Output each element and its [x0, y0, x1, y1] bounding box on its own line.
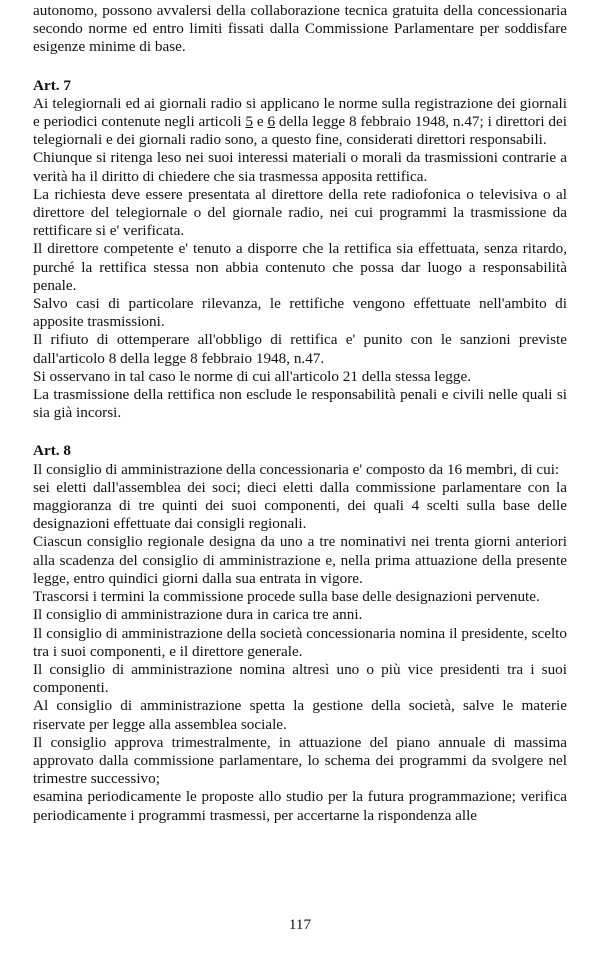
art8-paragraph-5: Il consiglio di amministrazione dura in carica tre anni.	[33, 606, 363, 624]
art7-paragraph-7: Si osservano in tal caso le norme di cui all'articolo 21 della stessa legge.	[33, 367, 471, 385]
section-gap	[33, 422, 567, 442]
art8-paragraph-6: Il consiglio di amministrazione della società concessionaria nomina il presidente, scelto tra i suoi componenti, e il direttore generale.	[33, 624, 567, 660]
art8-paragraph-4: Trascorsi i termini la commissione procede sulla base delle designazioni pervenute.	[33, 588, 540, 606]
art8-paragraph-3: Ciascun consiglio regionale designa da uno a tre nominativi nei trenta giorni anteriori alla scadenza del consiglio di amministrazione e, nella prima attuazione della presente legge, entro quindici giorni dalla sua entrata in vigore.	[33, 533, 567, 587]
art8-heading: Art. 8	[33, 442, 71, 460]
document-page	[33, 2, 567, 825]
art7-paragraph-2: Chiunque si ritenga leso nei suoi interessi materiali o morali da trasmissioni contrarie a verità ha il diritto di chiedere che sia trasmessa apposita rettifica.	[33, 149, 567, 185]
art8-paragraph-7: Il consiglio di amministrazione nomina altresì uno o più vice presidenti tra i suoi componenti.	[33, 660, 567, 697]
art8-paragraph-9: Il consiglio approva trimestralmente, in attuazione del piano annuale di massima approvato dalla commissione parlamentare, lo schema dei programmi da svolgere nel trimestre successivo;	[33, 733, 567, 788]
art7-paragraph-6: Il rifiuto di ottemperare all'obbligo di rettifica e' punito con le sanzioni previste dall'articolo 8 della legge 8 febbraio 1948, n.47.	[33, 331, 567, 367]
art8-paragraph-8: Al consiglio di amministrazione spetta la gestione della società, salve le materie riservate per legge alla assemblea sociale.	[33, 697, 567, 733]
art7-paragraph-5: Salvo casi di particolare rilevanza, le rettifiche vengono effettuate nell'ambito di apposite trasmissioni.	[33, 295, 567, 331]
intro-paragraph: autonomo, possono avvalersi della collaborazione tecnica gratuita della concessionaria secondo norme ed entro limiti fissati dalla Commissione Parlamentare per soddisfare esigenze minime di base.	[33, 2, 567, 56]
art7-heading: Art. 7	[33, 76, 71, 94]
article-6-link[interactable]: 6	[267, 113, 276, 131]
art8-paragraph-1: Il consiglio di amministrazione della concessionaria e' composto da 16 membri, di cui:	[33, 460, 560, 478]
section-gap	[33, 57, 567, 77]
article-5-link[interactable]: 5	[245, 113, 253, 131]
art7-p1-text-after: della legge 8 febbraio 1948, n.47; i direttori dei telegiornali e dei giornali radio sono, a questo fine, considerati direttori responsabili.	[33, 113, 567, 149]
art7-p1-conjunction: e	[253, 113, 268, 131]
art8-paragraph-10: esamina periodicamente le proposte allo studio per la futura programmazione; verifica periodicamente i programmi trasmessi, per accertarne la rispondenza alle	[33, 788, 567, 824]
art7-paragraph-3: La richiesta deve essere presentata al direttore della rete radiofonica o televisiva o al direttore del telegiornale o del giornale radio, nei cui programmi la trasmissione da rettificare si e' verificata.	[33, 185, 567, 240]
art8-paragraph-2: sei eletti dall'assemblea dei soci; dieci eletti dalla commissione parlamentare con la maggioranza di tre quinti dei suoi componenti, dei quali 4 scelti sulla base delle designazioni effettuate dai consigli regionali.	[33, 478, 567, 533]
art7-paragraph-4: Il direttore competente e' tenuto a disporre che la rettifica sia effettuata, senza ritardo, purché la rettifica stessa non abbia contenuto che possa dar luogo a responsabilità penale.	[33, 240, 567, 294]
art7-p1-text-before: Ai telegiornali ed ai giornali radio si applicano le norme sulla registrazione dei giornali e periodici contenute negli articoli	[33, 94, 567, 131]
page-number: 117	[288, 916, 312, 933]
art7-paragraph-8: La trasmissione della rettifica non esclude le responsabilità penali e civili nelle quali si sia già incorsi.	[33, 386, 567, 422]
art7-paragraph-1	[33, 95, 567, 150]
